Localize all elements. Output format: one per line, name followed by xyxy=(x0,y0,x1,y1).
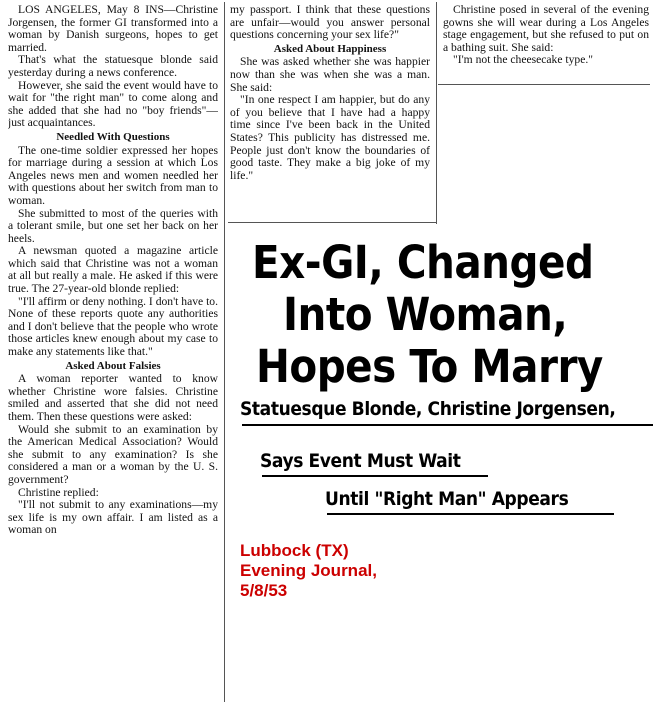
deck-line-2: Says Event Must Wait xyxy=(260,450,461,472)
column-divider xyxy=(436,2,437,224)
column-end-rule xyxy=(228,222,436,223)
article-paragraph: However, she said the event would have to wait for "the right man" to come along and she added that she had no "boy friends"—just acquaintances. xyxy=(8,78,218,130)
article-paragraph: Christine replied: xyxy=(18,485,99,499)
article-paragraph: LOS ANGELES, May 8 INS—Christine Jorgensen, the former GI transformed into a woman by Danish surgeons, hopes to get married. xyxy=(8,4,218,54)
source-publication-name: Evening Journal, xyxy=(240,561,377,580)
article-paragraph: She submitted to most of the queries with a tolerant smile, but one set her back on her heels. xyxy=(8,206,218,245)
headline-line-2: Into Woman, xyxy=(283,288,568,341)
deck-line-1: Statuesque Blonde, Christine Jorgensen, xyxy=(240,398,616,420)
source-date: 5/8/53 xyxy=(240,581,288,600)
article-paragraph: "I'll not submit to any examinations—my sex life is my own affair. I am listed as a woman on xyxy=(8,498,218,537)
article-column-1 xyxy=(8,4,218,704)
article-paragraph: Christine posed in several of the evening gowns she will wear during a Los Angeles stage engagement, but she refused to put on a bathing suit. She said: xyxy=(443,4,649,54)
subheading: Asked About Happiness xyxy=(273,42,387,55)
article-paragraph: She was asked whether she was happier now than she was when she was a man. She said: xyxy=(230,55,430,94)
deck-underline xyxy=(327,513,614,515)
article-paragraph: A newsman quoted a magazine article which said that Christine was not a woman at all but really a male. He asked if this were true. The 27-year-old blonde replied: xyxy=(8,244,218,296)
article-column-2 xyxy=(230,4,430,222)
headline-line-3: Hopes To Marry xyxy=(256,340,603,393)
source-publication-place: Lubbock (TX) xyxy=(240,541,349,560)
article-paragraph: my passport. I think that these questions are unfair—would you answer personal questions concerning your sex life?" xyxy=(230,4,430,42)
article-paragraph: "I'm not the cheesecake type." xyxy=(453,53,593,67)
headline-line-1: Ex-GI, Changed xyxy=(252,236,594,289)
article-paragraph: "In one respect I am happier, but do any of you believe that I have had a happy time since I've been back in the United States? This publicity has distressed me. People just don't know the boundaries of good taste. They make a big joke of my life." xyxy=(230,93,430,182)
source-note xyxy=(240,541,377,601)
deck-underline xyxy=(242,424,653,426)
article-paragraph: That's what the statuesque blonde said yesterday during a news conference. xyxy=(8,53,218,79)
deck-underline xyxy=(262,475,488,477)
article-paragraph: A woman reporter wanted to know whether Christine wore falsies. Christine smiled and asserted that she did not need them. Then these questions were asked: xyxy=(8,372,218,423)
column-divider xyxy=(224,2,225,702)
article-paragraph: The one-time soldier expressed her hopes for marriage during a session at which Los Angeles news men and women needled her with questions about her switch from man to woman. xyxy=(8,143,218,207)
deck-line-3: Until "Right Man" Appears xyxy=(325,488,569,510)
subheading: Asked About Falsies xyxy=(65,359,161,372)
article-column-3 xyxy=(443,4,649,84)
subheading: Needled With Questions xyxy=(56,130,170,143)
column-end-rule xyxy=(438,84,650,85)
article-paragraph: Would she submit to an examination by the American Medical Association? Would she submit to any examination? Is she considered a man or a woman by the U. S. government? xyxy=(8,422,218,486)
article-paragraph: "I'll affirm or deny nothing. I don't have to. None of these reports quote any authorities and I don't believe that the people who wrote those articles knew enough about my case to make any statements like that." xyxy=(8,294,218,359)
